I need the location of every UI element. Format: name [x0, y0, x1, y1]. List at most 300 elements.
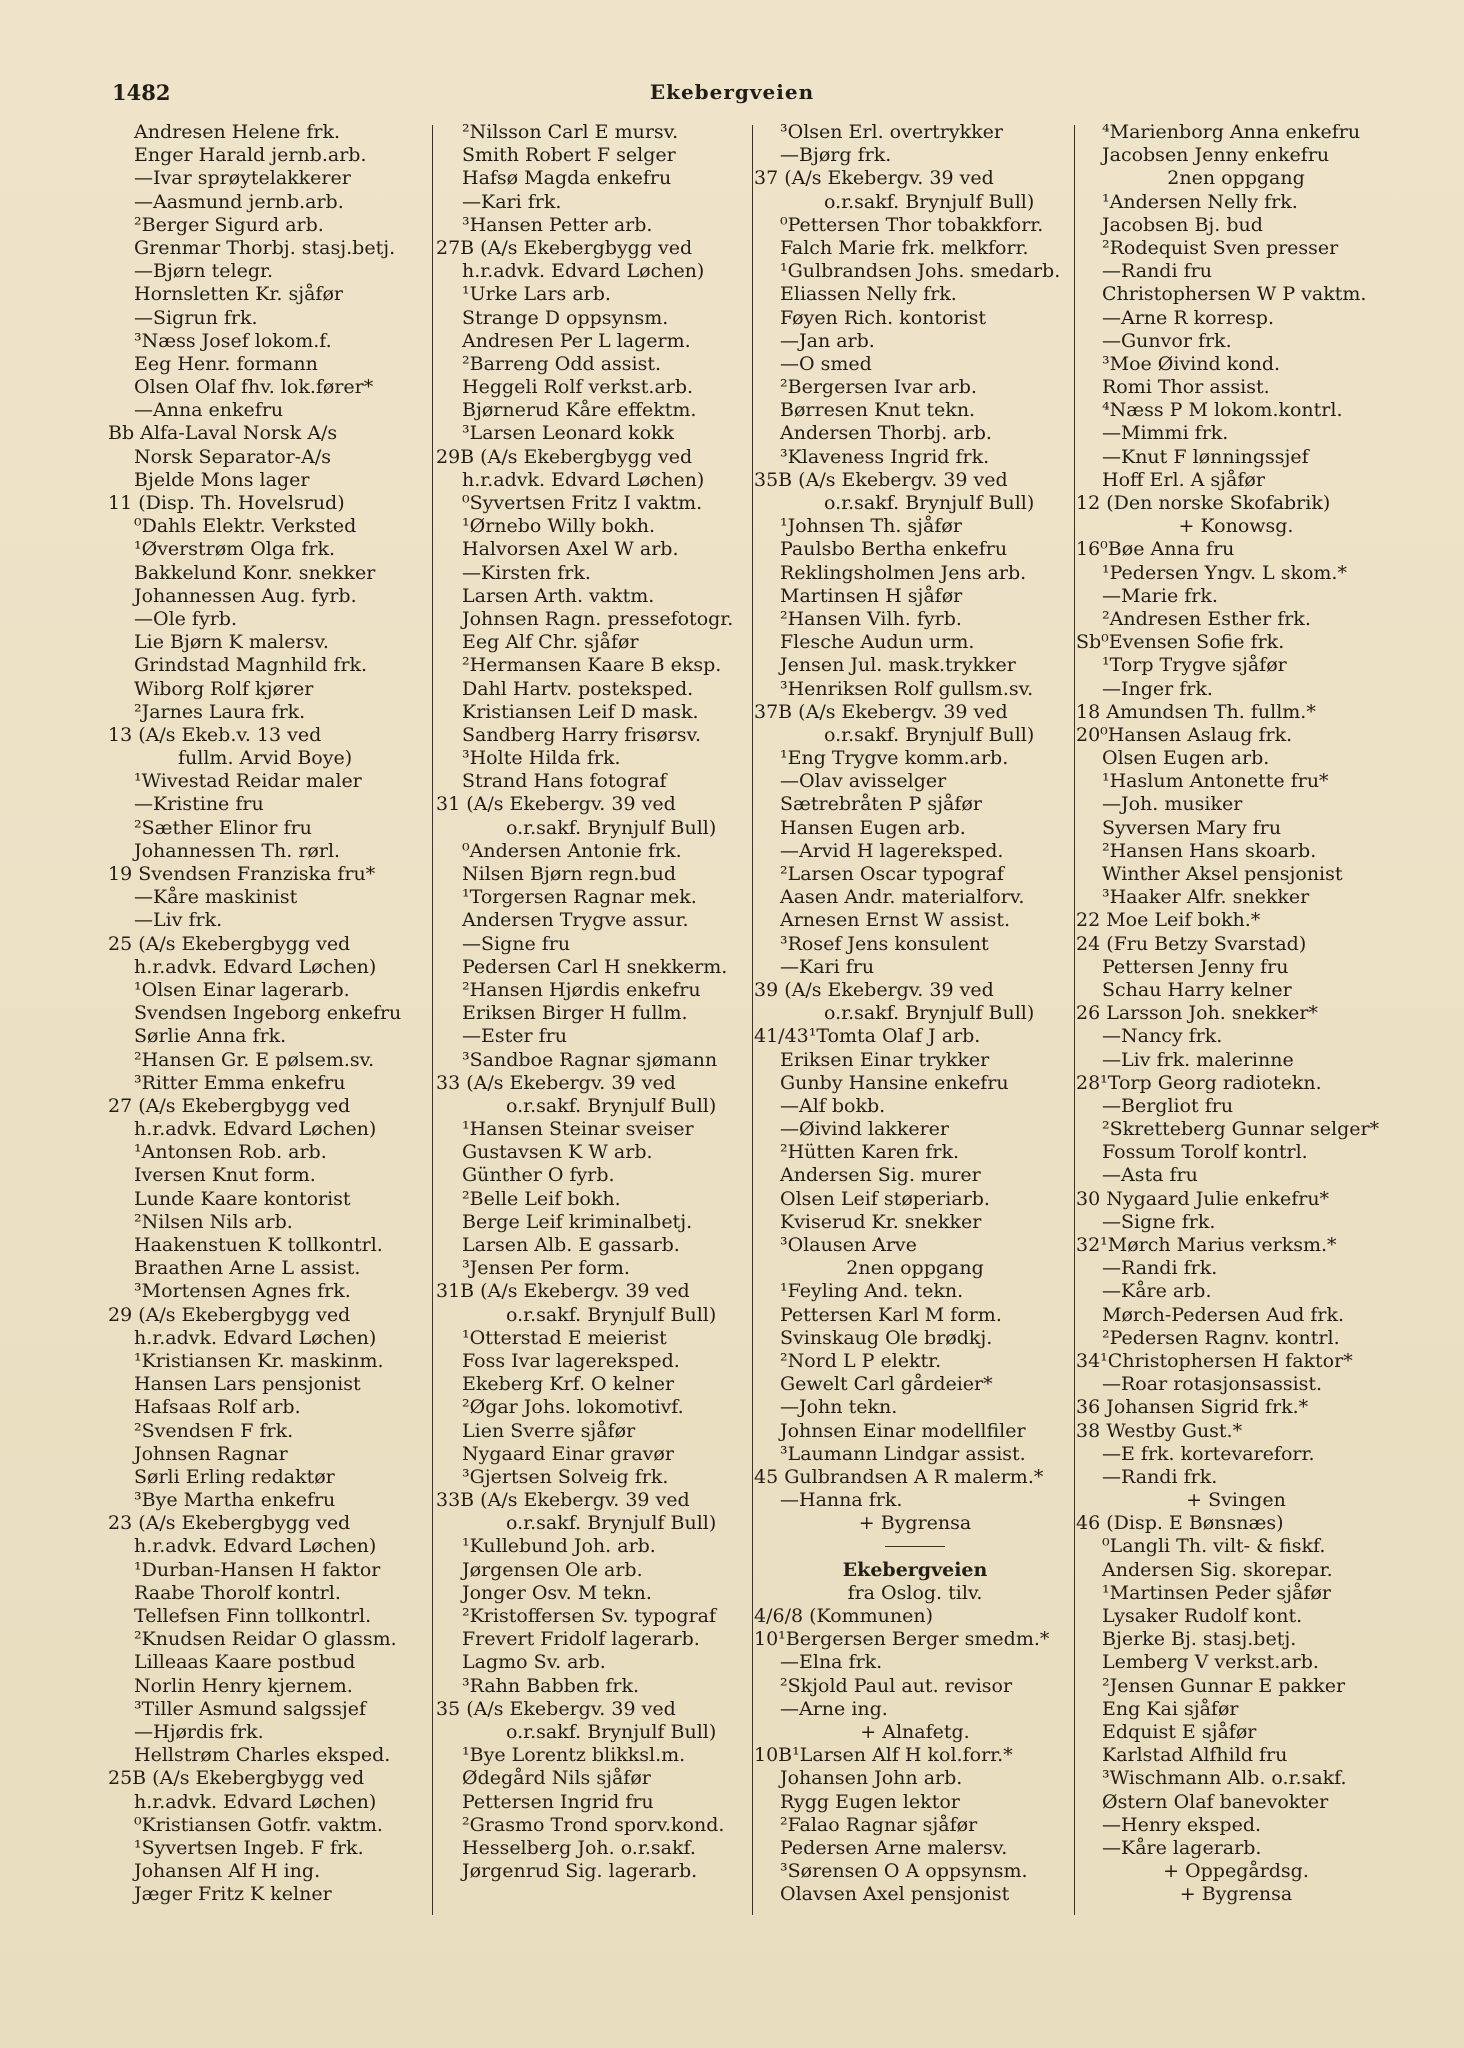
directory-entry: 27B (A/s Ekebergbygg ved	[436, 236, 693, 259]
directory-columns	[108, 121, 1396, 1921]
directory-entry: Kristiansen Leif D mask.	[462, 700, 699, 723]
directory-entry: 19 Svendsen Franziska fru*	[108, 863, 376, 885]
directory-entry: Hellstrøm Charles eksped.	[134, 1744, 391, 1767]
page-street-heading: Ekebergveien	[649, 80, 815, 104]
directory-entry: ²Belle Leif bokh.	[462, 1187, 621, 1210]
directory-entry: ³Larsen Leonard kokk	[462, 422, 675, 445]
directory-entry: —Knut F lønningssjef	[1102, 445, 1309, 468]
directory-entry: —Kirsten frk.	[462, 561, 591, 584]
directory-entry: Hoff Erl. A sjåfør	[1102, 468, 1265, 491]
directory-entry: 10¹Bergersen Berger smedm.*	[754, 1628, 1050, 1651]
directory-entry: Romi Thor assist.	[1102, 376, 1270, 399]
directory-entry: ²Jarnes Laura frk.	[134, 700, 306, 723]
directory-entry: —Bjørn telegr.	[134, 260, 274, 283]
directory-entry: o.r.sakf. Brynjulf Bull)	[506, 1512, 717, 1535]
directory-entry: o.r.sakf. Brynjulf Bull)	[506, 1303, 717, 1326]
directory-entry: ³Moe Øivind kond.	[1102, 352, 1281, 375]
directory-entry: Pettersen Ingrid fru	[462, 1790, 654, 1813]
directory-entry: Andresen Per L lagerm.	[462, 329, 691, 352]
directory-entry: Heggeli Rolf verkst.arb.	[462, 376, 694, 399]
directory-entry: Foss Ivar lagereksped.	[462, 1349, 680, 1372]
directory-entry: ³Tiller Asmund salgssjef	[134, 1697, 367, 1720]
directory-entry: Larsen Alb. E gassarb.	[462, 1234, 680, 1256]
directory-entry: ³Sandboe Ragnar sjømann	[462, 1048, 718, 1071]
directory-entry: 35B (A/s Ekebergv. 39 ved	[754, 468, 1008, 491]
directory-entry: ³Mortensen Agnes frk.	[134, 1280, 351, 1303]
directory-entry: ²Hansen Hans skoarb.	[1102, 839, 1317, 862]
directory-entry: 2nen oppgang	[846, 1257, 984, 1280]
directory-entry: o.r.sakf. Brynjulf Bull)	[506, 816, 717, 839]
directory-entry: h.r.advk. Edvard Løchen)	[134, 1790, 377, 1813]
directory-entry: —Randi frk.	[1102, 1257, 1218, 1280]
directory-entry: Bjelde Mons lager	[134, 468, 310, 491]
directory-entry: ³Laumann Lindgar assist.	[780, 1442, 1026, 1465]
directory-entry: Halvorsen Axel W arb.	[462, 538, 679, 561]
directory-entry: Grindstad Magnhild frk.	[134, 654, 368, 677]
column-4	[1076, 121, 1396, 1921]
directory-entry: —Jan arb.	[780, 329, 875, 352]
directory-entry: 32¹Mørch Marius verksm.*	[1076, 1234, 1337, 1256]
directory-entry: Johansen Alf H ing.	[134, 1860, 321, 1883]
directory-entry: ⁰Kristiansen Gotfr. vaktm.	[134, 1813, 383, 1836]
directory-entry: 31 (A/s Ekebergv. 39 ved	[436, 793, 676, 816]
directory-entry: Winther Aksel pensjonist	[1102, 863, 1343, 885]
directory-entry: 28¹Torp Georg radiotekn.	[1076, 1071, 1322, 1094]
directory-entry: ¹Øverstrøm Olga frk.	[134, 538, 336, 561]
directory-entry: Tellefsen Finn tollkontrl.	[134, 1605, 372, 1627]
directory-entry: Gunby Hansine enkefru	[780, 1071, 1009, 1094]
directory-entry: Pettersen Karl M form.	[780, 1303, 1002, 1326]
directory-entry: Andresen Helene frk.	[134, 121, 341, 143]
directory-entry: Arnesen Ernst W assist.	[780, 909, 1011, 932]
directory-entry: ²Pedersen Ragnv. kontrl.	[1102, 1326, 1340, 1349]
directory-entry: Lagmo Sv. arb.	[462, 1651, 606, 1674]
directory-entry: —Joh. musiker	[1102, 793, 1243, 816]
directory-entry: ²Sæther Elinor fru	[134, 816, 312, 839]
directory-entry: o.r.sakf. Brynjulf Bull)	[824, 190, 1035, 213]
directory-entry: Lemberg V verkst.arb.	[1102, 1651, 1319, 1674]
directory-entry: ³Hansen Petter arb.	[462, 213, 653, 236]
directory-entry: 33B (A/s Ekebergv. 39 ved	[436, 1489, 690, 1512]
directory-entry: Andersen Sig. murer	[780, 1164, 981, 1187]
directory-entry: ²Øgar Johs. lokomotivf.	[462, 1396, 684, 1419]
directory-entry: —E frk. kortevareforr.	[1102, 1442, 1315, 1465]
directory-entry: ¹Torp Trygve sjåfør	[1102, 654, 1287, 677]
directory-entry: 37B (A/s Ekebergv. 39 ved	[754, 700, 1008, 723]
directory-entry: —Inger frk.	[1102, 677, 1213, 700]
directory-entry: —Anna enkefru	[134, 399, 284, 422]
directory-entry: o.r.sakf. Brynjulf Bull)	[824, 492, 1035, 514]
directory-entry: 12 (Den norske Skofabrik)	[1076, 492, 1331, 514]
directory-entry: Ekeberg Krf. O kelner	[462, 1373, 675, 1396]
directory-entry: Jensen Jul. mask.trykker	[780, 654, 1016, 677]
directory-entry: ⁰Syvertsen Fritz I vaktm.	[462, 492, 703, 514]
directory-entry: ³Haaker Alfr. snekker	[1102, 886, 1310, 909]
directory-entry: Norsk Separator-A/s	[134, 445, 332, 468]
directory-entry: ¹Torgersen Ragnar mek.	[462, 886, 697, 909]
directory-entry: Wiborg Rolf kjører	[134, 677, 314, 700]
directory-entry: ²Knudsen Reidar O glassm.	[134, 1628, 397, 1651]
directory-entry: ⁰Dahls Elektr. Verksted	[134, 515, 357, 538]
directory-entry: ¹Kullebund Joh. arb.	[462, 1535, 656, 1558]
directory-entry: Hornsletten Kr. sjåfør	[134, 283, 343, 306]
directory-entry: ¹Martinsen Peder sjåfør	[1102, 1581, 1331, 1604]
directory-entry: 31B (A/s Ekebergv. 39 ved	[436, 1280, 690, 1303]
directory-entry: 4/6/8 (Kommunen)	[754, 1605, 934, 1627]
directory-entry: ²Skretteberg Gunnar selger*	[1102, 1118, 1380, 1141]
directory-entry: h.r.advk. Edvard Løchen)	[462, 260, 705, 283]
directory-entry: 29 (A/s Ekebergbygg ved	[108, 1303, 351, 1326]
directory-entry: + Bygrensa	[1179, 1883, 1293, 1906]
directory-entry: Olsen Leif støperiarb.	[780, 1187, 990, 1210]
directory-entry: ¹Johnsen Th. sjåfør	[780, 515, 962, 538]
directory-entry: ²Rodequist Sven presser	[1102, 236, 1339, 259]
directory-entry: Aasen Andr. materialforv.	[780, 886, 1025, 909]
directory-entry: ³Gjertsen Solveig frk.	[462, 1465, 669, 1488]
column-1	[108, 121, 426, 1921]
directory-entry: —Liv frk. malerinne	[1102, 1048, 1294, 1071]
directory-entry: Edquist E sjåfør	[1102, 1720, 1257, 1743]
directory-entry: ²Nilsen Nils arb.	[134, 1210, 293, 1233]
directory-entry: ⁰Pettersen Thor tobakkforr.	[780, 213, 1044, 236]
directory-entry: —Ivar sprøytelakkerer	[134, 167, 351, 190]
directory-entry: h.r.advk. Edvard Løchen)	[462, 468, 705, 491]
directory-entry: Lie Bjørn K malersv.	[134, 631, 329, 654]
directory-entry: —Arne R korresp.	[1102, 306, 1274, 329]
directory-entry: Smith Robert F selger	[462, 144, 676, 167]
directory-entry: 37 (A/s Ekebergv. 39 ved	[754, 167, 994, 190]
directory-entry: Johannessen Th. rørl.	[134, 839, 341, 862]
directory-entry: 18 Amundsen Th. fullm.*	[1076, 700, 1316, 723]
directory-entry: Johnsen Ragn. pressefotogr.	[462, 607, 734, 630]
directory-entry: Eeg Henr. formann	[134, 352, 318, 375]
directory-entry: ²Jensen Gunnar E pakker	[1102, 1674, 1346, 1697]
directory-entry: —Kristine fru	[134, 793, 264, 816]
directory-entry: —O smed	[780, 352, 872, 375]
directory-entry: ²Hansen Vilh. fyrb.	[780, 607, 962, 630]
directory-entry: ²Nord L P elektr.	[780, 1349, 942, 1372]
directory-entry: —Kari frk.	[462, 190, 562, 213]
directory-entry: 38 Westby Gust.*	[1076, 1419, 1243, 1442]
directory-entry: ³Olsen Erl. overtrykker	[780, 121, 1003, 143]
directory-entry: Jørgensen Ole arb.	[462, 1558, 643, 1581]
directory-entry: Sb⁰Evensen Sofie frk.	[1076, 631, 1285, 654]
directory-entry: Falch Marie frk. melkforr.	[780, 236, 1029, 259]
directory-entry: ³Sørensen O A oppsynsm.	[780, 1860, 1028, 1883]
directory-entry: —Roar rotasjonsassist.	[1102, 1373, 1323, 1396]
directory-entry: Hesselberg Joh. o.r.sakf.	[462, 1836, 696, 1859]
directory-entry: —Kåre arb.	[1102, 1280, 1212, 1303]
directory-entry: —Mimmi frk.	[1102, 422, 1229, 445]
directory-entry: —Randi fru	[1102, 260, 1212, 283]
directory-entry: 10B¹Larsen Alf H kol.forr.*	[754, 1744, 1013, 1767]
directory-entry: Bakkelund Konr. snekker	[134, 561, 376, 584]
directory-entry: Günther O fyrb.	[462, 1164, 615, 1187]
directory-entry: Lien Sverre sjåfør	[462, 1419, 636, 1442]
directory-entry: ¹Durban-Hansen H faktor	[134, 1558, 381, 1581]
directory-entry: 33 (A/s Ekebergv. 39 ved	[436, 1071, 676, 1094]
directory-entry: ²Barreng Odd assist.	[462, 352, 662, 375]
directory-entry: 35 (A/s Ekebergv. 39 ved	[436, 1697, 676, 1720]
directory-entry: ²Berger Sigurd arb.	[134, 213, 324, 236]
directory-entry: Sørli Erling redaktør	[134, 1465, 335, 1488]
directory-entry: Eriksen Einar trykker	[780, 1048, 990, 1071]
directory-entry: Jacobsen Bj. bud	[1102, 213, 1263, 236]
directory-entry: Hansen Eugen arb.	[780, 816, 966, 839]
directory-entry: Schau Harry kelner	[1102, 978, 1292, 1001]
directory-entry: Strand Hans fotograf	[462, 770, 667, 793]
directory-entry: Føyen Rich. kontorist	[780, 306, 986, 329]
directory-entry: Pettersen Jenny fru	[1102, 955, 1289, 978]
directory-entry: Kviserud Kr. snekker	[780, 1210, 982, 1233]
directory-entry: fullm. Arvid Boye)	[178, 747, 353, 770]
directory-entry: Martinsen H sjåfør	[780, 584, 963, 607]
directory-entry: ⁰Langli Th. vilt- & fiskf.	[1102, 1535, 1326, 1558]
directory-entry: 41/43¹Tomta Olaf J arb.	[754, 1025, 981, 1048]
directory-entry: Fossum Torolf kontrl.	[1102, 1141, 1308, 1164]
directory-entry: ³Ritter Emma enkefru	[134, 1071, 346, 1094]
directory-entry: ¹Pedersen Yngv. L skom.*	[1102, 561, 1347, 584]
directory-entry: Svendsen Ingeborg enkefru	[134, 1002, 402, 1025]
directory-entry: ¹Feyling And. tekn.	[780, 1280, 964, 1303]
directory-entry: Andersen Thorbj. arb.	[780, 422, 992, 445]
directory-entry: Mørch-Pedersen Aud frk.	[1102, 1303, 1345, 1326]
directory-entry: Andersen Sig. skorepar.	[1102, 1558, 1333, 1581]
directory-entry: Hansen Lars pensjonist	[134, 1373, 361, 1396]
directory-entry: Dahl Hartv. posteksped.	[462, 677, 694, 700]
directory-entry: Flesche Audun urm.	[780, 631, 975, 654]
directory-entry: —Elna frk.	[780, 1651, 883, 1674]
directory-entry: ²Skjold Paul aut. revisor	[780, 1674, 1013, 1697]
directory-entry: Svinskaug Ole brødkj.	[780, 1326, 993, 1349]
directory-entry: Bb Alfa-Laval Norsk A/s	[108, 422, 338, 445]
directory-entry: Jæger Fritz K kelner	[134, 1883, 332, 1906]
directory-entry: Bjerke Bj. stasj.betj.	[1102, 1628, 1297, 1651]
directory-entry: Gustavsen K W arb.	[462, 1141, 653, 1164]
directory-entry: Hafsø Magda enkefru	[462, 167, 672, 190]
directory-entry: ²Bergersen Ivar arb.	[780, 376, 977, 399]
directory-entry: Bjørnerud Kåre effektm.	[462, 399, 697, 422]
directory-entry: Iversen Knut form.	[134, 1164, 316, 1187]
directory-entry: Gewelt Carl gårdeier*	[780, 1373, 993, 1396]
directory-entry: ⁴Marienborg Anna enkefru	[1102, 121, 1361, 143]
directory-entry: Paulsbo Bertha enkefru	[780, 538, 1008, 561]
directory-entry: Ødegård Nils sjåfør	[462, 1767, 651, 1790]
directory-entry: —Marie frk.	[1102, 584, 1218, 607]
directory-entry: ²Grasmo Trond sporv.kond.	[462, 1813, 725, 1836]
directory-entry: —John tekn.	[780, 1396, 898, 1419]
directory-entry: ³Bye Martha enkefru	[134, 1489, 336, 1512]
directory-entry: Raabe Thorolf kontrl.	[134, 1581, 341, 1604]
directory-entry: —Asta fru	[1102, 1164, 1198, 1187]
directory-entry: Haakenstuen K tollkontrl.	[134, 1234, 383, 1256]
directory-entry: Eng Kai sjåfør	[1102, 1697, 1239, 1720]
directory-entry: Frevert Fridolf lagerarb.	[462, 1628, 700, 1651]
directory-entry: + Bygrensa	[858, 1512, 972, 1535]
directory-entry: —Kåre maskinist	[134, 886, 298, 909]
directory-entry: —Randi frk.	[1102, 1465, 1218, 1488]
directory-entry: ³Rahn Babben frk.	[462, 1674, 640, 1697]
directory-entry: 23 (A/s Ekebergbygg ved	[108, 1512, 351, 1535]
directory-entry: ³Henriksen Rolf gullsm.sv.	[780, 677, 1034, 700]
directory-entry: —Øivind lakkerer	[780, 1118, 949, 1141]
directory-entry: ⁰Andersen Antonie frk.	[462, 839, 682, 862]
directory-entry: —Henry eksped.	[1102, 1813, 1262, 1836]
directory-entry: 11 (Disp. Th. Hovelsrud)	[108, 492, 345, 514]
directory-entry: 26 Larsson Joh. snekker*	[1076, 1002, 1318, 1025]
directory-entry: —Bergliot fru	[1102, 1094, 1234, 1117]
directory-entry: ²Svendsen F frk.	[134, 1419, 294, 1442]
directory-entry: Andersen Trygve assur.	[462, 909, 689, 932]
directory-entry: o.r.sakf. Brynjulf Bull)	[824, 1002, 1035, 1025]
directory-entry: ¹Otterstad E meierist	[462, 1326, 667, 1349]
directory-entry: Olsen Eugen arb.	[1102, 747, 1270, 770]
directory-entry: —Ole fyrb.	[134, 607, 237, 630]
directory-entry: Pedersen Carl H snekkerm.	[462, 955, 728, 978]
directory-entry: ¹Urke Lars arb.	[462, 283, 611, 306]
directory-entry: Nilsen Bjørn regn.bud	[462, 863, 677, 885]
directory-entry: Lysaker Rudolf kont.	[1102, 1605, 1303, 1627]
directory-entry: 2nen oppgang	[1167, 167, 1305, 190]
directory-entry: Sørlie Anna frk.	[134, 1025, 287, 1048]
directory-entry: —Arne ing.	[780, 1697, 888, 1720]
directory-entry: —Hanna frk.	[780, 1489, 903, 1512]
directory-entry: Østern Olaf banevokter	[1102, 1790, 1329, 1813]
directory-entry: Larsen Arth. vaktm.	[462, 584, 655, 607]
directory-entry: ⁴Næss P M lokom.kontrl.	[1102, 399, 1343, 422]
directory-entry: ¹Hansen Steinar sveiser	[462, 1118, 694, 1141]
directory-entry: —Signe fru	[462, 932, 571, 955]
directory-entry: ²Falao Ragnar sjåfør	[780, 1813, 978, 1836]
directory-entry: ³Næss Josef lokom.f.	[134, 329, 332, 352]
directory-entry: —Ester fru	[462, 1025, 567, 1048]
directory-entry: 24 (Fru Betzy Svarstad)	[1076, 932, 1307, 955]
directory-entry: h.r.advk. Edvard Løchen)	[134, 1118, 377, 1141]
directory-entry: ¹Wivestad Reidar maler	[134, 770, 362, 793]
directory-entry: 36 Johansen Sigrid frk.*	[1076, 1396, 1309, 1419]
directory-entry: 30 Nygaard Julie enkefru*	[1076, 1187, 1330, 1210]
directory-entry: + Alnafetg.	[860, 1720, 970, 1743]
directory-entry: Johannessen Aug. fyrb.	[134, 584, 357, 607]
directory-entry: ³Klaveness Ingrid frk.	[780, 445, 990, 468]
directory-entry: h.r.advk. Edvard Løchen)	[134, 1535, 377, 1558]
page-number: 1482	[112, 80, 171, 105]
directory-entry: ¹Kristiansen Kr. maskinm.	[134, 1349, 384, 1372]
directory-entry: ²Hansen Hjørdis enkefru	[462, 978, 701, 1001]
directory-entry: —Olav avisselger	[780, 770, 947, 793]
directory-entry: —Kari fru	[780, 955, 875, 978]
directory-entry: Lilleaas Kaare postbud	[134, 1651, 356, 1674]
directory-entry: Enger Harald jernb.arb.	[134, 144, 367, 167]
directory-entry: Sandberg Harry frisørsv.	[462, 723, 702, 746]
directory-entry: 25B (A/s Ekebergbygg ved	[108, 1767, 365, 1790]
directory-entry: Lunde Kaare kontorist	[134, 1187, 351, 1210]
directory-entry: ³Rosef Jens konsulent	[780, 932, 989, 955]
directory-entry: ¹Ørnebo Willy bokh.	[462, 515, 655, 538]
directory-entry: Christophersen W P vaktm.	[1102, 283, 1367, 306]
directory-entry: 20⁰Hansen Aslaug frk.	[1076, 723, 1293, 746]
directory-entry: ³Wischmann Alb. o.r.sakf.	[1102, 1767, 1347, 1790]
directory-entry: ¹Bye Lorentz blikksl.m.	[462, 1744, 686, 1767]
section-heading: Ekebergveien	[842, 1558, 988, 1581]
directory-entry: ²Hansen Gr. E pølsem.sv.	[134, 1048, 375, 1071]
directory-entry: ²Hütten Karen frk.	[780, 1141, 960, 1164]
directory-entry: fra Oslog. tilv.	[847, 1581, 983, 1604]
directory-entry: Pedersen Arne malersv.	[780, 1836, 1008, 1859]
directory-entry: Jonger Osv. M tekn.	[462, 1581, 652, 1604]
directory-entry: —Arvid H lagereksped.	[780, 839, 1004, 862]
directory-entry: ²Nilsson Carl E mursv.	[462, 121, 679, 143]
directory-entry: ¹Andersen Nelly frk.	[1102, 190, 1298, 213]
directory-entry: o.r.sakf. Brynjulf Bull)	[824, 723, 1035, 746]
directory-entry: —Aasmund jernb.arb.	[134, 190, 344, 213]
directory-entry: Jacobsen Jenny enkefru	[1102, 144, 1330, 167]
directory-entry: ¹Gulbrandsen Johs. smedarb.	[780, 260, 1061, 283]
directory-entry: 46 (Disp. E Bønsnæs)	[1076, 1512, 1284, 1535]
directory-entry: o.r.sakf. Brynjulf Bull)	[506, 1720, 717, 1743]
directory-entry: Olsen Olaf fhv. lok.fører*	[134, 376, 374, 399]
directory-entry: Børresen Knut tekn.	[780, 399, 976, 422]
column-3	[754, 121, 1076, 1921]
directory-entry: —Sigrun frk.	[134, 306, 258, 329]
directory-entry: ³Holte Hilda frk.	[462, 747, 621, 770]
directory-entry: Hafsaas Rolf arb.	[134, 1396, 301, 1419]
directory-entry: h.r.advk. Edvard Løchen)	[134, 955, 377, 978]
directory-entry: + Konowsg.	[1178, 515, 1294, 538]
directory-entry: ²Hermansen Kaare B eksp.	[462, 654, 722, 677]
directory-entry: —Signe frk.	[1102, 1210, 1216, 1233]
directory-entry: ²Kristoffersen Sv. typograf	[462, 1605, 717, 1627]
directory-entry: Berge Leif kriminalbetj.	[462, 1210, 693, 1233]
directory-entry: 25 (A/s Ekebergbygg ved	[108, 932, 351, 955]
directory-entry: h.r.advk. Edvard Løchen)	[134, 1326, 377, 1349]
directory-entry: ²Larsen Oscar typograf	[780, 863, 1004, 885]
directory-entry: ¹Eng Trygve komm.arb.	[780, 747, 1009, 770]
directory-entry: 34¹Christophersen H faktor*	[1076, 1349, 1353, 1372]
directory-entry: Johnsen Ragnar	[134, 1442, 288, 1465]
directory-entry: ³Olausen Arve	[780, 1234, 917, 1256]
directory-entry: Johansen John arb.	[780, 1767, 963, 1790]
directory-entry: —Hjørdis frk.	[134, 1720, 264, 1743]
directory-entry: ³Jensen Per form.	[462, 1257, 630, 1280]
directory-entry: 27 (A/s Ekebergbygg ved	[108, 1094, 351, 1117]
directory-entry: Strange D oppsynsm.	[462, 306, 669, 329]
directory-entry: —Kåre lagerarb.	[1102, 1836, 1262, 1859]
directory-entry: Eriksen Birger H fullm.	[462, 1002, 688, 1025]
directory-entry: Johnsen Einar modellfiler	[780, 1419, 1026, 1442]
directory-entry: 29B (A/s Ekebergbygg ved	[436, 445, 693, 468]
directory-entry: Nygaard Einar gravør	[462, 1442, 674, 1465]
directory-entry: Karlstad Alfhild fru	[1102, 1744, 1288, 1767]
directory-entry: —Gunvor frk.	[1102, 329, 1232, 352]
directory-entry: 22 Moe Leif bokh.*	[1076, 909, 1261, 932]
directory-entry: ¹Syvertsen Ingeb. F frk.	[134, 1836, 364, 1859]
directory-entry: Braathen Arne L assist.	[134, 1257, 361, 1280]
directory-entry: —Bjørg frk.	[780, 144, 892, 167]
directory-entry: 13 (A/s Ekeb.v. 13 ved	[108, 723, 322, 746]
directory-entry: Reklingsholmen Jens arb.	[780, 561, 1027, 584]
directory-entry: Eliassen Nelly frk.	[780, 283, 957, 306]
directory-entry: o.r.sakf. Brynjulf Bull)	[506, 1094, 717, 1117]
directory-entry: 16⁰Bøe Anna fru	[1076, 538, 1235, 561]
directory-entry: Grenmar Thorbj. stasj.betj.	[134, 236, 396, 259]
directory-entry: Rygg Eugen lektor	[780, 1790, 960, 1813]
directory-entry: —Liv frk.	[134, 909, 223, 932]
directory-entry: Jørgenrud Sig. lagerarb.	[462, 1860, 698, 1883]
directory-entry: + Svingen	[1186, 1489, 1286, 1512]
column-2	[436, 121, 758, 1921]
directory-entry: —Alf bokb.	[780, 1094, 886, 1117]
